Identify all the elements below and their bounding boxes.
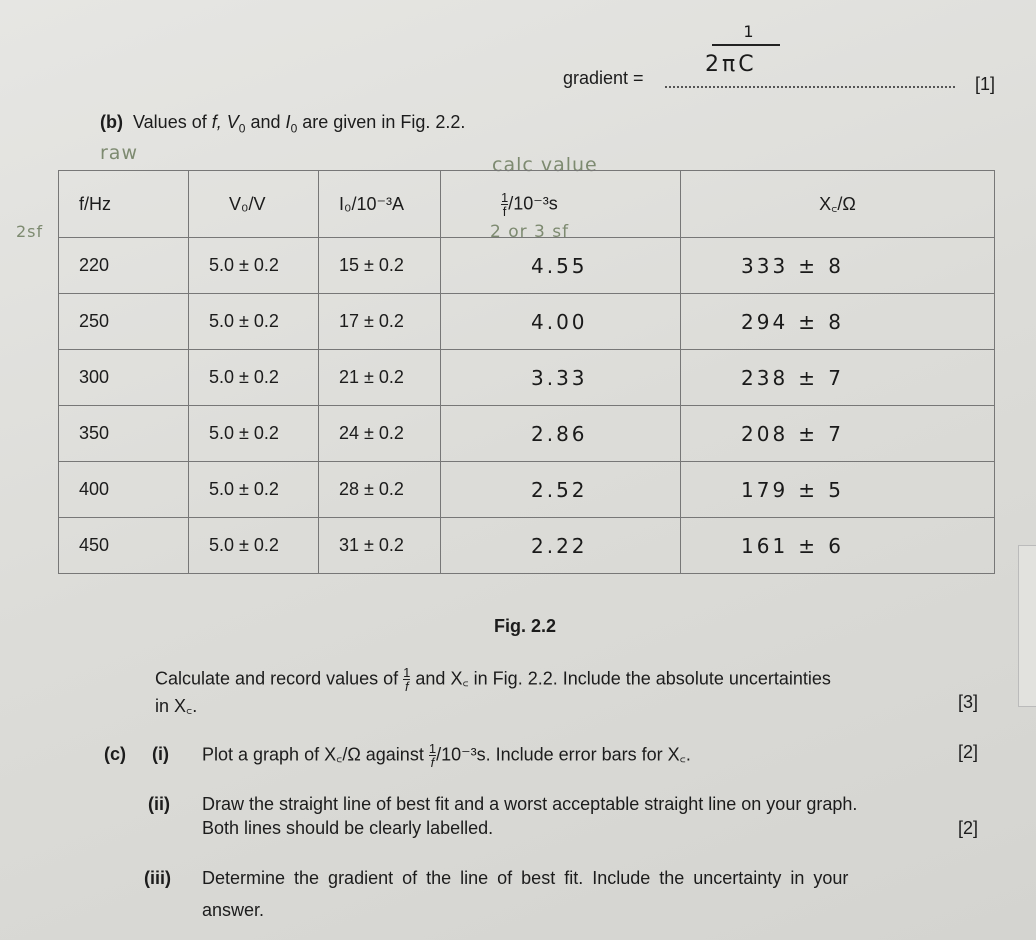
cell-v0: 5.0 ± 0.2: [189, 462, 319, 518]
table-row: [59, 350, 995, 406]
cell-recip-f[interactable]: 4.00: [441, 294, 681, 350]
background-page-edge: [1018, 545, 1036, 707]
cell-i0: 31 ± 0.2: [319, 518, 441, 574]
text: /10⁻³s. Include error bars for X꜀.: [436, 744, 691, 765]
header-recip-f: [441, 171, 681, 238]
v-symbol: V: [226, 112, 239, 132]
cell-xc[interactable]: [681, 238, 995, 294]
cell-xc[interactable]: [681, 294, 995, 350]
xc-uncertainty: 8: [828, 253, 844, 278]
cell-v0: 5.0 ± 0.2: [189, 294, 319, 350]
fraction-bar: [712, 44, 780, 46]
text: Plot a graph of X꜀/Ω against: [202, 744, 424, 765]
part-c-iii-label: (iii): [144, 868, 171, 888]
denominator: f: [404, 679, 409, 694]
plus-minus: ±: [798, 421, 819, 446]
table-header-row: [59, 171, 995, 238]
gradient-answer-line[interactable]: [665, 86, 955, 88]
annotation-calc-value: calc value: [492, 154, 598, 176]
part-label: (b): [100, 112, 123, 132]
part-c-iii-text2: answer.: [202, 900, 265, 920]
cell-f: 400: [59, 462, 189, 518]
cell-f: 250: [59, 294, 189, 350]
calc-instruction-line2: in X꜀.: [155, 696, 198, 716]
header-xc: X꜀/Ω: [681, 171, 995, 238]
cell-i0: 17 ± 0.2: [319, 294, 441, 350]
part-c-ii-marks: [2]: [958, 818, 979, 838]
cell-f: 450: [59, 518, 189, 574]
xc-value: 238: [741, 365, 789, 390]
table-row: [59, 462, 995, 518]
f-symbol: f,: [211, 112, 222, 132]
table-row: [59, 238, 995, 294]
numerator: 1: [428, 741, 437, 756]
text: Calculate and record values of: [155, 668, 399, 689]
cell-i0: 21 ± 0.2: [319, 350, 441, 406]
plus-minus: ±: [798, 365, 819, 390]
plus-minus: ±: [798, 477, 819, 502]
part-c-i-text: [202, 742, 691, 769]
text: and X꜀ in Fig. 2.2. Include the absolute uncertainties: [415, 668, 831, 689]
cell-i0: 28 ± 0.2: [319, 462, 441, 518]
cell-xc[interactable]: [681, 406, 995, 462]
numerator: 1: [403, 665, 411, 680]
gradient-marks: [1]: [975, 74, 996, 94]
part-b-intro: [100, 112, 465, 136]
xc-value: 161: [741, 533, 789, 558]
xc-uncertainty: 7: [828, 365, 844, 390]
cell-v0: 5.0 ± 0.2: [189, 406, 319, 462]
header-i0: I₀/10⁻³A: [319, 171, 441, 238]
xc-value: 208: [741, 421, 789, 446]
xc-uncertainty: 5: [828, 477, 844, 502]
cell-v0: 5.0 ± 0.2: [189, 518, 319, 574]
numerator: 1: [501, 189, 509, 205]
cell-f: 350: [59, 406, 189, 462]
table-row: [59, 518, 995, 574]
plus-minus: ±: [798, 253, 819, 278]
denominator: f: [502, 203, 507, 219]
subscript: 0: [238, 121, 246, 136]
part-c-i-label: (i): [152, 744, 169, 764]
cell-v0: 5.0 ± 0.2: [189, 238, 319, 294]
xc-value: 179: [741, 477, 789, 502]
part-c-iii-text: Determine the gradient of the line of best fit. Include the uncertainty in your: [202, 868, 849, 888]
cell-recip-f[interactable]: 2.22: [441, 518, 681, 574]
fraction: [403, 666, 410, 693]
cell-f: 220: [59, 238, 189, 294]
cell-recip-f[interactable]: 3.33: [441, 350, 681, 406]
text: and: [250, 112, 281, 132]
header-f: f/Hz: [59, 171, 189, 238]
cell-recip-f[interactable]: 4.55: [441, 238, 681, 294]
figure-caption: Fig. 2.2: [494, 616, 557, 636]
denominator: f: [430, 755, 435, 770]
part-c-ii-text: Draw the straight line of best fit and a worst acceptable straight line on your graph.: [202, 794, 858, 814]
annotation-raw: raw: [100, 142, 138, 164]
cell-xc[interactable]: [681, 350, 995, 406]
i-symbol: I: [285, 112, 291, 132]
calc-marks: [3]: [958, 692, 979, 712]
table-row: [59, 406, 995, 462]
xc-uncertainty: 8: [828, 309, 844, 334]
text: Values of: [133, 112, 207, 132]
data-table: [58, 170, 995, 574]
unit: /10⁻³s: [508, 192, 558, 213]
xc-value: 294: [741, 309, 789, 334]
gradient-label: gradient =: [563, 68, 644, 88]
part-c-ii-label: (ii): [148, 794, 170, 814]
plus-minus: ±: [798, 533, 819, 558]
gradient-answer-numerator: 1: [743, 22, 757, 41]
xc-uncertainty: 7: [828, 421, 844, 446]
cell-i0: 15 ± 0.2: [319, 238, 441, 294]
cell-i0: 24 ± 0.2: [319, 406, 441, 462]
gradient-answer-denominator: 2πC: [705, 52, 757, 77]
xc-uncertainty: 6: [828, 533, 844, 558]
cell-f: 300: [59, 350, 189, 406]
cell-xc[interactable]: [681, 518, 995, 574]
annotation-2sf: 2sf: [16, 222, 44, 241]
part-c-ii-text2: Both lines should be clearly labelled.: [202, 818, 494, 838]
plus-minus: ±: [798, 309, 819, 334]
calc-instruction: [155, 666, 831, 693]
cell-recip-f[interactable]: 2.86: [441, 406, 681, 462]
header-v0: V₀/V: [189, 171, 319, 238]
part-c-label: (c): [104, 744, 126, 764]
cell-v0: 5.0 ± 0.2: [189, 350, 319, 406]
xc-value: 333: [741, 253, 789, 278]
cell-recip-f[interactable]: 2.52: [441, 462, 681, 518]
annotation-2-or-3-sf: 2 or 3 sf: [490, 222, 570, 242]
fraction: [429, 742, 436, 769]
text: are given in Fig. 2.2.: [302, 112, 466, 132]
cell-xc[interactable]: [681, 462, 995, 518]
table-row: [59, 294, 995, 350]
part-c-i-marks: [2]: [958, 742, 979, 762]
subscript: 0: [290, 121, 298, 136]
